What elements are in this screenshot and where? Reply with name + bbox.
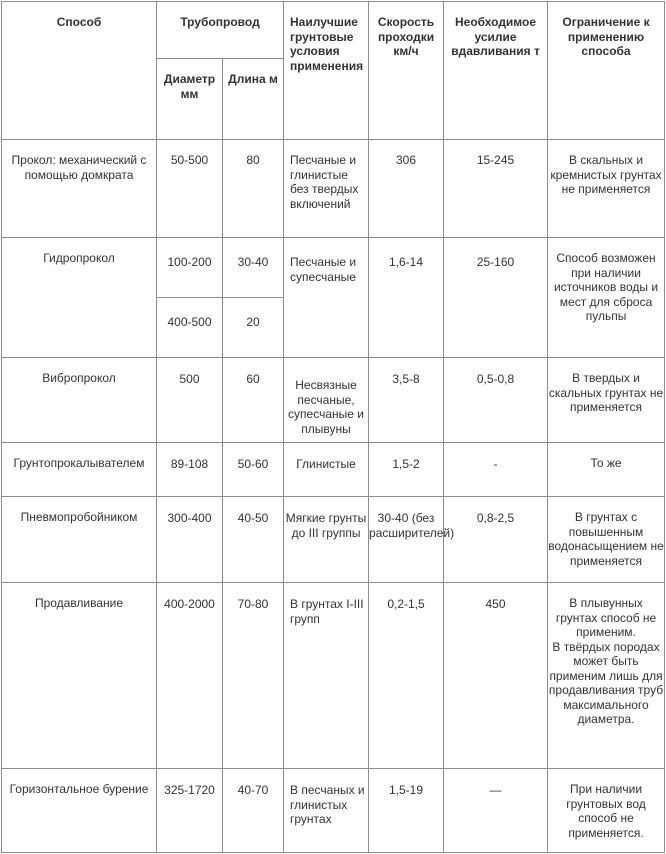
table-row xyxy=(2,583,665,769)
cell-speed: 306 xyxy=(369,140,444,238)
cell-force: 450 xyxy=(444,583,548,769)
cell-soils: Глинистые xyxy=(284,443,369,497)
cell-length: 40-50 xyxy=(223,497,284,583)
cell-method: Вибропрокол xyxy=(2,358,157,443)
cell-speed: 0,2-1,5 xyxy=(369,583,444,769)
cell-limit: То же xyxy=(548,443,665,497)
cell-length: 50-60 xyxy=(223,443,284,497)
cell-limit: В скальных и кремнистых грунтах не применяется xyxy=(548,140,665,238)
header-speed: Скорость проходки км/ч xyxy=(369,2,444,140)
cell-length: 40-70 xyxy=(223,769,284,853)
cell-length: 20 xyxy=(223,298,284,358)
table-row xyxy=(2,238,665,298)
header-limit: Ограничение к применению способа xyxy=(548,2,665,140)
cell-soils: Мягкие грунты до III группы xyxy=(284,497,369,583)
cell-diameter: 500 xyxy=(157,358,223,443)
cell-length: 70-80 xyxy=(223,583,284,769)
cell-speed: 3,5-8 xyxy=(369,358,444,443)
cell-limit: В твердых и скальных грунтах не применяется xyxy=(548,358,665,443)
cell-soils: Песчаные и супесчаные xyxy=(284,238,369,358)
cell-force: 0,8-2,5 xyxy=(444,497,548,583)
cell-length: 60 xyxy=(223,358,284,443)
cell-diameter: 300-400 xyxy=(157,497,223,583)
cell-limit: Способ возможен при наличии источников воды и мест для сброса пульпы xyxy=(548,238,665,358)
table-row xyxy=(2,443,665,497)
cell-speed: 1,5-19 xyxy=(369,769,444,853)
cell-speed: 1,5-2 xyxy=(369,443,444,497)
header-method: Способ xyxy=(2,2,157,140)
cell-limit: В грунтах с повышенным водонасыщением не применяется xyxy=(548,497,665,583)
table-row xyxy=(2,140,665,238)
cell-soils: В песчаных и глинистых грунтах xyxy=(284,769,369,853)
cell-force: — xyxy=(444,769,548,853)
cell-speed: 30-40 (без расширителей) xyxy=(369,497,444,583)
cell-method: Прокол: механический с помощью домкрата xyxy=(2,140,157,238)
cell-method: Гидропрокол xyxy=(2,238,157,358)
cell-diameter: 89-108 xyxy=(157,443,223,497)
header-length: Длина м xyxy=(223,59,284,140)
cell-diameter: 100-200 xyxy=(157,238,223,298)
cell-force: 0,5-0,8 xyxy=(444,358,548,443)
cell-length: 80 xyxy=(223,140,284,238)
header-soils: Наилучшие грунтовые условия применения xyxy=(284,2,369,140)
limit-line-1: В плывунных грунтах способ не применим. xyxy=(555,596,657,639)
cell-force: 25-160 xyxy=(444,238,548,358)
cell-limit xyxy=(548,583,665,769)
methods-table xyxy=(1,1,665,853)
cell-soils: В грунтах I-III групп xyxy=(284,583,369,769)
cell-force: 15-245 xyxy=(444,140,548,238)
table-row xyxy=(2,358,665,443)
cell-diameter: 400-2000 xyxy=(157,583,223,769)
cell-method: Горизонтальное бурение xyxy=(2,769,157,853)
cell-soils: Несвязные песчаные, супесчаные и плывуны xyxy=(284,358,369,443)
cell-length: 30-40 xyxy=(223,238,284,298)
cell-diameter: 325-1720 xyxy=(157,769,223,853)
cell-method: Продавливание xyxy=(2,583,157,769)
cell-force: - xyxy=(444,443,548,497)
cell-method: Пневмопробойником xyxy=(2,497,157,583)
limit-line-2: В твёрдых породах может быть применим лишь для продавливания труб максимального диаметра. xyxy=(548,639,664,726)
table-row xyxy=(2,497,665,583)
header-pipeline: Трубопровод xyxy=(157,2,284,59)
cell-diameter: 50-500 xyxy=(157,140,223,238)
cell-speed: 1,6-14 xyxy=(369,238,444,358)
cell-diameter: 400-500 xyxy=(157,298,223,358)
header-diameter: Диаметр мм xyxy=(157,59,223,140)
table-row xyxy=(2,769,665,853)
cell-limit: При наличии грунтовых вод способ не применяется. xyxy=(548,769,665,853)
header-force: Необходимое усилие вдавливания т xyxy=(444,2,548,140)
cell-soils: Песчаные и глинистые без твердых включений xyxy=(284,140,369,238)
cell-method: Грунтопрокалывателем xyxy=(2,443,157,497)
